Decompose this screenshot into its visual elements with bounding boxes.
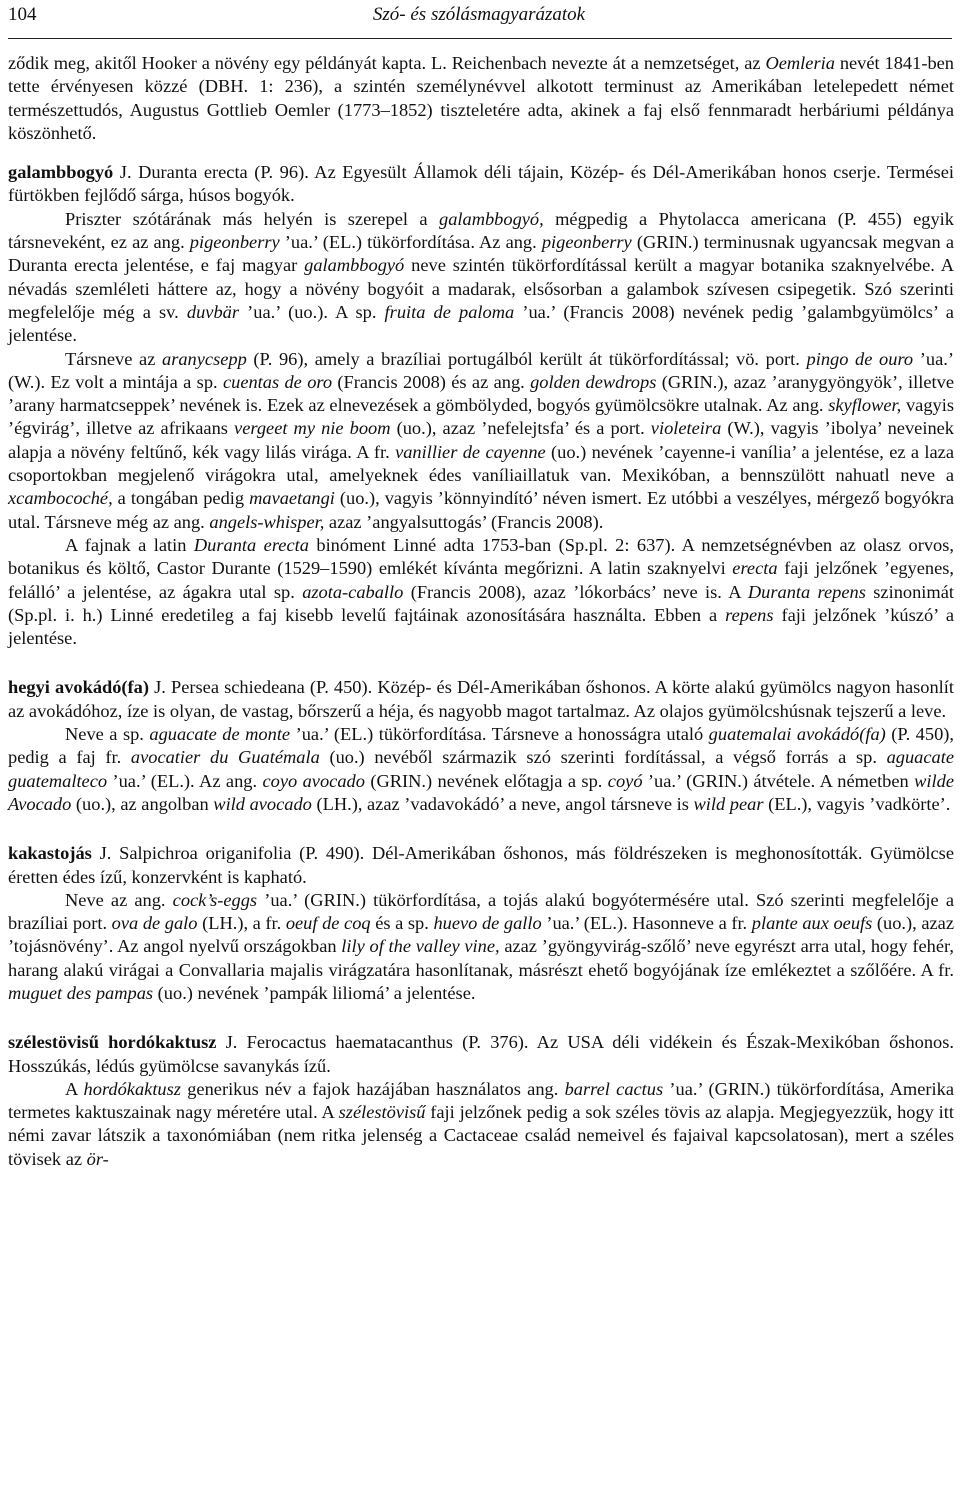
italic-term: vergeet my nie boom [234,418,391,439]
text-run: vagyis ’égvirág’, illetve az afrikaans [8,395,954,439]
text-run: A [65,1078,84,1099]
italic-term: hordókaktusz [83,1078,181,1099]
text-run: (GRIN.) nevének előtagja a sp. [364,770,608,791]
italic-term: galambbogyó, [439,208,544,229]
italic-term: ova de galo [111,913,198,934]
text-run: azaz ’angyalsuttogás’ (Francis 2008). [324,511,604,532]
text-run: ’ua.’ (GRIN.) átvétele. A németben [642,770,915,791]
italic-term: Duranta erecta [193,534,309,555]
italic-term: duvbär [186,301,240,322]
text-run: (W.), vagyis ’ibolya’ neveinek alapja a növény feltűnő, kék vagy lilás virága. A fr. [8,418,954,462]
text-run: Neve a sp. [65,724,150,745]
text-run: (uo.) nevének ’pampák liliomá’ a jelentése. [153,982,476,1003]
italic-term: Oemleria [765,53,835,73]
text-run: (P. 450), pedig a faj fr. [8,724,954,768]
text-run: generikus név a fajok hazájában használatos ang. [180,1078,565,1099]
text-run: neve szintén tükörfordítással került a magyar botanika szaknyelvébe. A névadás szemléleti háttere az, hogy a növény bogyóit a madarak, elsősorban a galambok szívesen csipegetik. Szó szerinti megfelelője még a sv. [8,255,954,322]
text-run: A fajnak a latin [65,534,194,555]
text-run: (uo.), azaz ’nefelejtsfa’ és a port. [390,418,651,439]
paragraph [8,676,954,723]
italic-term: cuentas de oro [222,371,333,392]
text-run: (P. 96), amely a brazíliai portugálból került át tükörfordítással; vö. port. [246,348,807,369]
text-run: (LH.), a fr. [197,913,286,934]
italic-term: lily of the valley vine, [341,936,500,957]
italic-term: angels-whisper, [209,511,325,532]
text-run: ’ua.’ (uo.). A sp. [239,301,385,322]
text-run: faji jelzőnek pedig a sok széles tövis az alapja. Megjegyezzük, hogy itt némi zavar látszik a taxonómiában (nem ritka jelenség a Cactaceae család nemeivel és fajaival kapcsolatosan), mert a széles tövisek az [8,1102,954,1169]
italic-term: muguet des pampas [8,982,154,1003]
text-run: (uo.), vagyis ’könnyindító’ néven ismert. Ez utóbbi a veszélyes, mérgező bogyókra utal. Társneve még az ang. [8,488,955,532]
paragraph [8,1078,954,1171]
entry-headword: hegyi avokádó(fa) [8,677,150,698]
text-run: ’ua.’ (GRIN.) tükörfordítása, a tojás alakú bogyótermésére utal. Szó szerinti megfelelője a brazíliai port. [8,889,954,934]
italic-term: azota-caballo [302,581,404,602]
italic-term: guatemalai avokádó(fa) [708,724,886,745]
text-run: mégpedig a Phytolacca americana (P. 455) egyik társneveként, ez az ang. [8,208,954,253]
italic-term: mavaetangi [249,488,335,509]
italic-term: szélestövisű [338,1102,426,1123]
text-run: J. Persea schiedeana (P. 450). Közép- és Dél-Amerikában őshonos. A körte alakú gyümölcs nagyon hasonlít az avokádóhoz, íze is olyan, de vastag, bőrszerű a héja, és nagyobb magot tartalmaz. Az olajos gyümölcshúsnak tejszerű a leve. [8,677,954,721]
italic-term: pingo de ouro [806,348,914,369]
text-run: ’ua.’ (W.). Ez volt a mintája a sp. [8,348,954,392]
italic-term: repens [725,604,774,625]
italic-term: xcambocoché, [8,488,113,509]
entry-headword: kakastojás [8,843,92,864]
text-run: Priszter szótárának más helyén is szerepel a [65,208,439,229]
italic-term: galambbogyó [304,255,405,276]
text-run: ’ua.’ (EL.). Hasonneve a fr. [541,913,752,934]
italic-term: cock’s-eggs [172,889,258,910]
text-run: ződik meg, akitől Hooker a növény egy példányát kapta. L. Reichenbach nevezte át a nemzetséget, az [8,53,766,73]
italic-term: coyo avocado [262,770,365,791]
italic-term: pigeonberry [541,232,632,253]
text-run: J. Duranta erecta (P. 96). Az Egyesült Államok déli tájain, Közép- és Dél-Amerikában honos cserje. Termései fürtökben fejlődő sárga, húsos bogyók. [8,162,954,206]
italic-term: aguacate de monte [149,724,291,745]
text-run: faji jelzőnek ’kúszó’ a jelentése. [8,604,954,649]
entry-headword: szélestövisű hordókaktusz [8,1032,217,1053]
italic-term: violeteira [650,418,722,439]
text-run: azaz ’gyöngyvirág-szőlő’ neve egyrészt arra utal, hogy fehér, harang alakú virágai a Convallaria majalis virágzatára hasonlítanak, másrészt ehető bogyójának íze emlékeztet a szőlőére. A fr. [8,936,954,980]
italic-term: erecta [732,558,778,579]
italic-term: ör- [86,1148,109,1169]
paragraph [8,161,954,208]
italic-term: vanillier de cayenne [395,441,546,462]
italic-term: Duranta repens [747,581,866,602]
italic-term: avocatier du Guatémala [130,747,320,768]
text-run: (LH.), azaz ’vadavokádó’ a neve, angol társneve is [311,793,694,814]
text-run: a tongában pedig [112,488,250,509]
text-run: nevét 1841-ben tette érvényesen közzé (DBH. 1: 236), a szintén személynévvel alkotott terminust az Amerikában letelepedett német természettudós, Augustus Gottlieb Oemler (1773–1852) tiszteletére adta, akinek a faj első fennmaradt herbáriumi példánya köszönhető. [8,53,954,143]
paragraph [8,52,954,145]
text-run: (GRIN.) terminusnak ugyancsak megvan a Duranta erecta jelentése, e faj magyar [8,232,954,276]
text-run: J. Salpichroa origanifolia (P. 490). Dél-Amerikában őshonos, más földrészeken is meghonosították. Gyümölcse éretten édes ízű, konzervként is kapható. [8,843,954,887]
paragraph [8,889,954,1005]
entry-headword: galambbogyó [8,162,114,183]
italic-term: pigeonberry [189,232,280,253]
header-rule [8,38,952,39]
italic-term: huevo de gallo [433,913,542,934]
italic-term: aranycsepp [162,348,247,369]
text-run: ’ua.’ (EL.). Az ang. [107,770,263,791]
text-run: ’ua.’ (Francis 2008) nevének pedig ’galambgyümölcs’ a jelentése. [8,301,954,346]
text-run: ’ua.’ (GRIN.) tükörfordítása, Amerika termetes kaktuszainak nagy méretére utal. A [8,1078,954,1123]
page-number: 104 [8,4,37,25]
text-run: (uo.) nevéből származik szó szerinti fordítással, a végső forrás a sp. [319,747,887,768]
text-run: (uo.), az angolban [71,793,214,814]
text-run: binóment Linné adta 1753-ban (Sp.pl. 2: 637). A nemzetségnévben az olasz orvos, botanikus és költő, Castor Durante (1529–1590) emlékét kívánta megőrizni. A latin szaknyelvi [8,534,954,579]
italic-term: wilde Avocado [8,770,954,814]
paragraph [8,842,954,889]
italic-term: oeuf de coq [285,913,371,934]
text-run: (Francis 2008), azaz ’lókorbács’ neve is. A [403,581,748,602]
paragraph [8,723,954,816]
text-run: J. Ferocactus haematacanthus (P. 376). Az USA déli vidékein és Észak-Mexikóban őshonos. Hosszúkás, lédús gyümölcse savanykás ízű. [8,1032,954,1076]
page-header [8,4,950,34]
text-run: (uo.) nevének ’cayenne-i vanília’ a jelentése, ez a laza csoportokban megjelenő virágokra utal, amelyeknek édes vaníliaillatuk van. Mexikóban, a bennszülött nahuatl neve a [8,441,954,486]
italic-term: wild pear [693,793,764,814]
text-run: faji jelzőnek ’egyenes, felálló’ a jelentése, az ágakra utal sp. [8,558,954,602]
text-run: (GRIN.), azaz ’aranygyöngyök’, illetve ’arany harmatcseppek’ nevének is. Ezek az elnevezések a gömbölyded, bogyós gyümölcsökre utalnak. Az ang. [8,371,954,416]
text-run: Neve az ang. [65,889,173,910]
body-text [8,52,954,1171]
running-title: Szó- és szólásmagyarázatok [372,4,586,25]
paragraph [8,348,954,534]
text-run: (EL.), vagyis ’vadkörte’. [763,793,951,814]
italic-term: plante aux oeufs [751,913,873,934]
italic-term: golden dewdrops [530,371,657,392]
paragraph [8,534,954,650]
text-run: ’ua.’ (EL.) tükörfordítása. Társneve a honosságra utaló [290,724,709,745]
italic-term: fruita de paloma [384,301,515,322]
italic-term: wild avocado [213,793,312,814]
text-run: (uo.), azaz ’tojásnövény’. Az angol nyelvű országokban [8,913,954,957]
text-run: és a sp. [370,913,434,934]
text-run: ’ua.’ (EL.) tükörfordítása. Az ang. [279,232,542,253]
italic-term: coyó [607,770,643,791]
paragraph [8,1031,954,1078]
text-run: Társneve az [65,348,162,369]
italic-term: barrel cactus [564,1078,664,1099]
italic-term: aguacate guatemalteco [8,747,955,791]
italic-term: skyflower, [828,395,902,416]
text-run: (Francis 2008) és az ang. [332,371,531,392]
text-run: szinonimát (Sp.pl. i. h.) Linné eredetileg a faj kisebb levelű fajtáinak azonosítására használta. Ebben a [8,581,954,625]
paragraph [8,208,954,348]
